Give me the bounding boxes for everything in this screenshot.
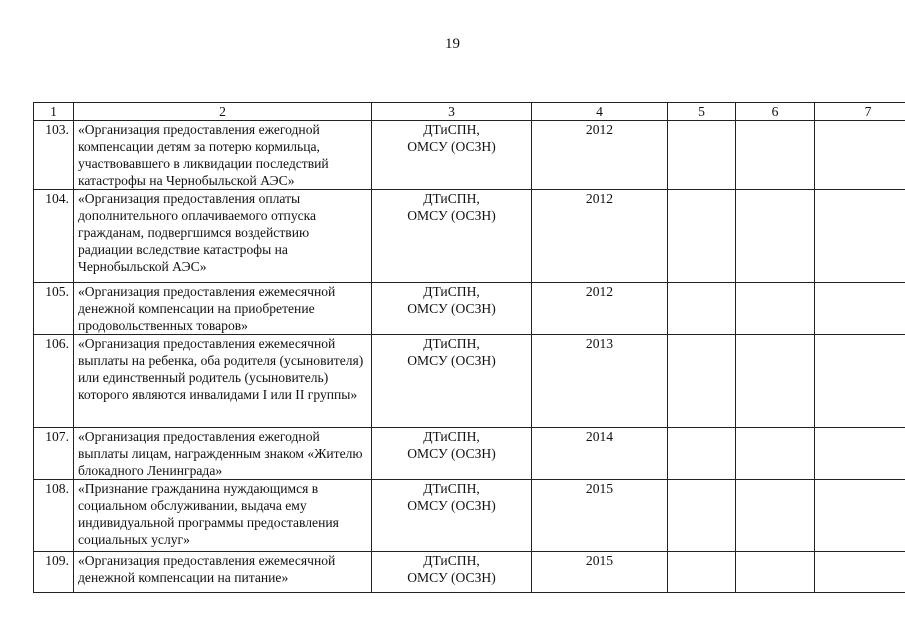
- header-col-6: 6: [736, 103, 815, 121]
- executor-line-2: ОМСУ (ОСЗН): [407, 208, 496, 223]
- empty-cell-6: [736, 190, 815, 283]
- executor-cell: [372, 121, 532, 190]
- service-name: «Организация предоставления ежегодной выплаты лицам, награжденным знаком «Жителю блокадного Ленинграда»: [74, 428, 372, 480]
- service-name: «Организация предоставления ежегодной компенсации детям за потерю кормильца, участвовавшего в ликвидации последствий катастрофы на Чернобыльской АЭС»: [74, 121, 372, 190]
- year-cell: 2012: [532, 121, 668, 190]
- service-name: «Организация предоставления ежемесячной денежной компенсации на питание»: [74, 552, 372, 593]
- row-number: 105.: [34, 283, 74, 335]
- service-name: «Признание гражданина нуждающимся в социальном обслуживании, выдача ему индивидуальной программы предоставления социальных услуг»: [74, 480, 372, 552]
- empty-cell-6: [736, 552, 815, 593]
- service-name: «Организация предоставления ежемесячной выплаты на ребенка, оба родителя (усыновителя) или единственный родитель (усыновитель) которого являются инвалидами I или II группы»: [74, 335, 372, 428]
- year-cell: 2012: [532, 190, 668, 283]
- header-col-3: 3: [372, 103, 532, 121]
- row-number: 108.: [34, 480, 74, 552]
- table-row: [34, 190, 905, 283]
- header-col-4: 4: [532, 103, 668, 121]
- empty-cell-6: [736, 480, 815, 552]
- row-number: 104.: [34, 190, 74, 283]
- executor-line-1: ДТиСПН,: [423, 553, 480, 568]
- executor-cell: [372, 480, 532, 552]
- empty-cell-5: [668, 428, 736, 480]
- executor-line-2: ОМСУ (ОСЗН): [407, 570, 496, 585]
- executor-cell: [372, 283, 532, 335]
- page-number: 19: [445, 36, 460, 52]
- executor-line-1: ДТиСПН,: [423, 481, 480, 496]
- table-row: [34, 428, 905, 480]
- empty-cell-5: [668, 480, 736, 552]
- empty-cell-5: [668, 552, 736, 593]
- executor-cell: [372, 428, 532, 480]
- executor-line-1: ДТиСПН,: [423, 429, 480, 444]
- year-cell: 2015: [532, 552, 668, 593]
- empty-cell-7: [815, 552, 905, 593]
- year-cell: 2013: [532, 335, 668, 428]
- service-name: «Организация предоставления ежемесячной денежной компенсации на приобретение продовольственных товаров»: [74, 283, 372, 335]
- table-row: [34, 480, 905, 552]
- executor-line-2: ОМСУ (ОСЗН): [407, 301, 496, 316]
- header-col-1: 1: [34, 103, 74, 121]
- header-col-5: 5: [668, 103, 736, 121]
- services-table: [33, 102, 905, 593]
- executor-line-2: ОМСУ (ОСЗН): [407, 353, 496, 368]
- service-name: «Организация предоставления оплаты дополнительного оплачиваемого отпуска гражданам, подвергшимся воздействию радиации вследствие катастрофы на Чернобыльской АЭС»: [74, 190, 372, 283]
- year-cell: 2015: [532, 480, 668, 552]
- empty-cell-5: [668, 190, 736, 283]
- table-row: [34, 121, 905, 190]
- empty-cell-7: [815, 428, 905, 480]
- empty-cell-7: [815, 190, 905, 283]
- row-number: 106.: [34, 335, 74, 428]
- empty-cell-7: [815, 283, 905, 335]
- empty-cell-7: [815, 480, 905, 552]
- year-cell: 2014: [532, 428, 668, 480]
- row-number: 107.: [34, 428, 74, 480]
- executor-line-2: ОМСУ (ОСЗН): [407, 139, 496, 154]
- executor-line-1: ДТиСПН,: [423, 191, 480, 206]
- table-row: [34, 335, 905, 428]
- executor-cell: [372, 335, 532, 428]
- empty-cell-7: [815, 335, 905, 428]
- executor-line-1: ДТиСПН,: [423, 336, 480, 351]
- row-number: 103.: [34, 121, 74, 190]
- row-number: 109.: [34, 552, 74, 593]
- executor-cell: [372, 552, 532, 593]
- table-row: [34, 552, 905, 593]
- empty-cell-6: [736, 121, 815, 190]
- header-col-2: 2: [74, 103, 372, 121]
- empty-cell-7: [815, 121, 905, 190]
- header-col-7: 7: [815, 103, 905, 121]
- executor-line-1: ДТиСПН,: [423, 122, 480, 137]
- empty-cell-5: [668, 121, 736, 190]
- empty-cell-5: [668, 335, 736, 428]
- empty-cell-5: [668, 283, 736, 335]
- empty-cell-6: [736, 335, 815, 428]
- executor-line-2: ОМСУ (ОСЗН): [407, 446, 496, 461]
- executor-cell: [372, 190, 532, 283]
- header-row: [34, 103, 905, 121]
- executor-line-1: ДТиСПН,: [423, 284, 480, 299]
- year-cell: 2012: [532, 283, 668, 335]
- empty-cell-6: [736, 283, 815, 335]
- empty-cell-6: [736, 428, 815, 480]
- table-row: [34, 283, 905, 335]
- executor-line-2: ОМСУ (ОСЗН): [407, 498, 496, 513]
